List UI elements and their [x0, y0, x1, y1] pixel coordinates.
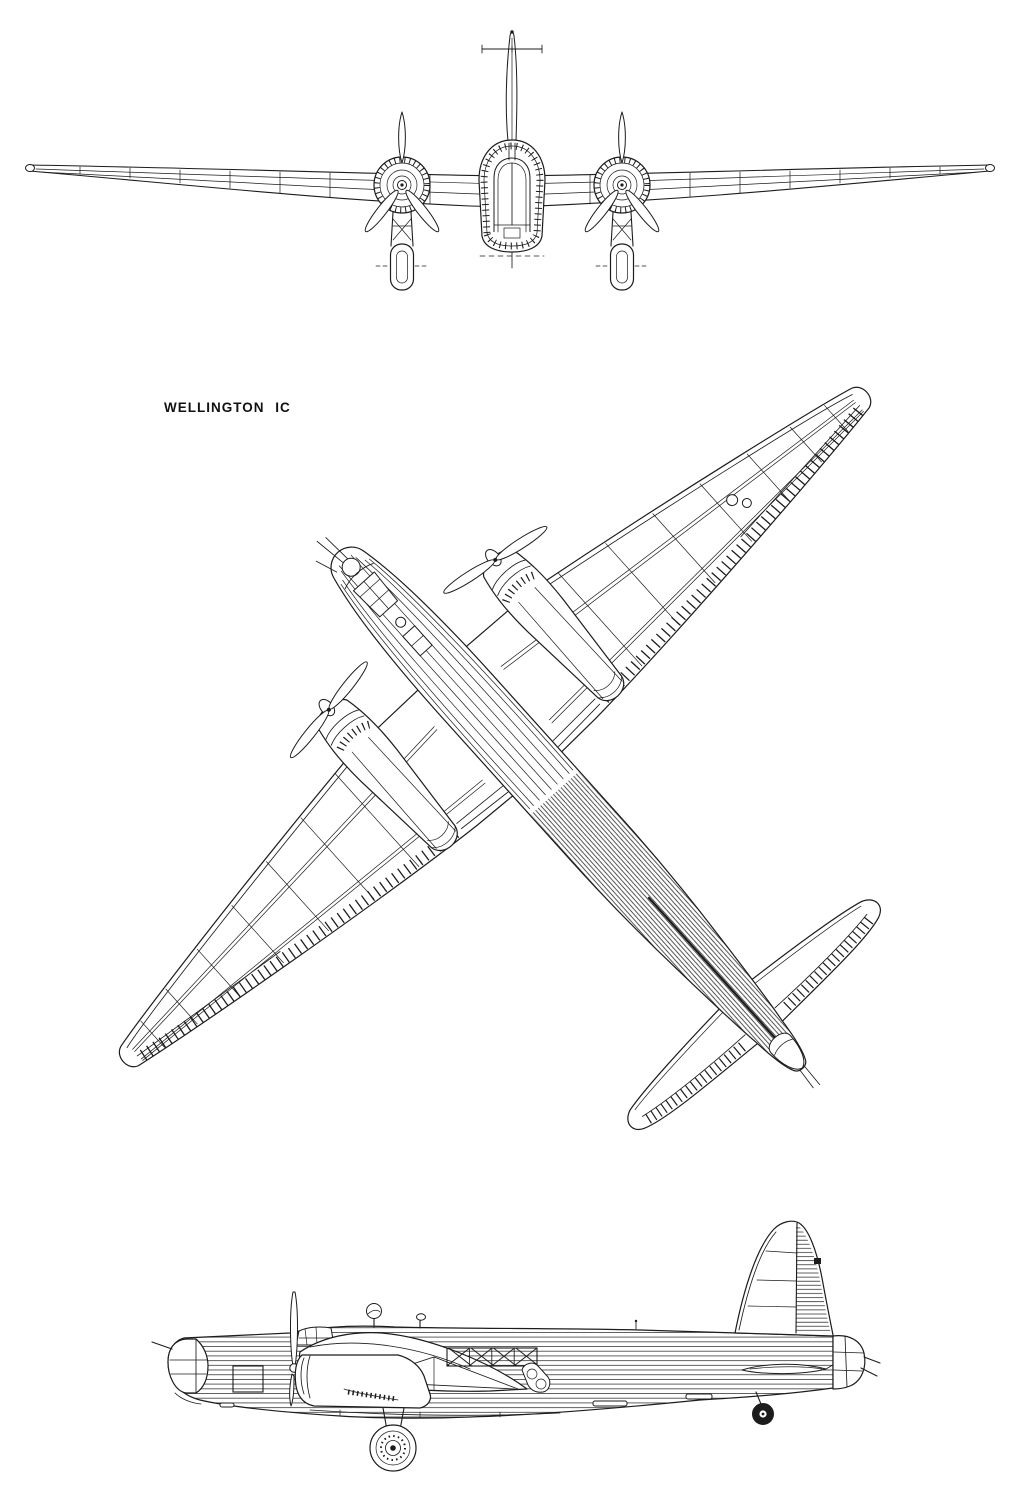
aerial-mast [417, 1314, 638, 1329]
tail-wheel [753, 1392, 774, 1425]
nose-gun [152, 1342, 172, 1349]
plan-view [0, 201, 1020, 1420]
astrodome [367, 1304, 382, 1328]
starboard-engine-front [582, 112, 662, 290]
rudder-tab [814, 1258, 821, 1264]
aircraft-type-label: WELLINGTON IC [164, 400, 291, 415]
wingtip-light [26, 165, 35, 172]
fin-and-rudder [735, 1221, 833, 1336]
front-fuselage [479, 140, 545, 268]
fuselage-lattice-band [447, 1348, 537, 1366]
wingtip-light [986, 165, 995, 172]
front-view [26, 30, 995, 290]
side-view [152, 1221, 880, 1471]
side-tail-turret [833, 1336, 880, 1389]
front-tailplane-edge [482, 45, 542, 53]
